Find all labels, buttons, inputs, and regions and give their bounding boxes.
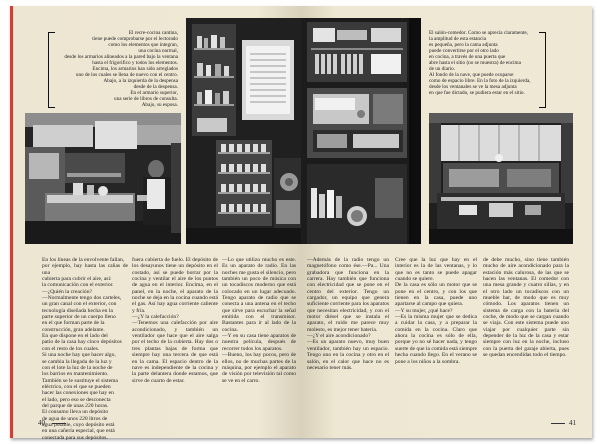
text-column-4: —Además de la radio tengo un magnetófono como ése.—Pa... Una grabadora que funciona en la carrera. Hay también que funciona con electricidad que se pone en el centro del exterior. Tengo un cargador, un equipo que genera suficiente corriente para los aparatos que necesitan electricidad, y con el motor diésel que se instala el aparato, el ruido me parece muy molesto, es mejor tener batería. —¿Y el aire acondicionado? —Es un aparato nuevo, muy buen ventilador, también hay un espacio. Tengo uno en la cocina y otro en el salón, en el calor que hace no es necesario tener más.	[307, 257, 390, 371]
caption-bracket-right	[539, 32, 546, 108]
text-column-2: fuera cubierta de fuelo. El depósito de los desayunos tiene un depósito en el costado, así se puede borrar por la cocina y ventilar el aire de los puntos de agua en el interior. Encima, en el panel, en la noche, el aparato de la noche se deja en la cocina cuando está el gas. Así hay agua corriente caliente y fría. —¿Y la calefacción? —Tenemos una calefacción por aire acondicionado, y también un ventilador que hace que el aire salga por el techo de la cubierta. Hay dos o tres plantas bajas de forma que siempre hay una tercera de que está en la cama. El espacio dentro de la nave es independiente de la cocina y la parte delantera donde estamos, que sirve de cuarto de estar.	[132, 257, 218, 384]
footer-rule-right	[551, 423, 565, 424]
photo-radio-shelves	[301, 18, 421, 244]
text-column-1: En los líneas de la envolvente fallan, por ejemplo, hay hasta las cañas de una cubierta para cubrir el aire, así: la comunicación con el exterior. —¿Quién la creación? —Normalmente tengo dos carteles, un gran canal con el exterior, con tecnología diseñada hecha en la parte superior de un cuerpo lleno en el que forman parte de la construcción, gran adelante. En que dispone en el lado del patio de la casa hay cinco depósitos con el resto de los cuales. Si una noche hay que hacer algo, se cambia la llegada de la luz y con el lote la luz de la noche de los barrios en mantenimiento. También se le sustituye el sistema eléctrico, con el que se pueden hacer las conexiones que hay en el lado, pero eso se desconecta del parque de unas 220 horas. El consumo lleva un depósito de agua de unos 220 litros de agua potable, cuyo depósito está en una cañería especial, que está conectada para sus depósitos.	[42, 257, 128, 441]
caption-kitchen: El recre-cocina cantina, tiene puede comprobarse por el lectorado como los elementos que integran, una cocina normal, desde los armarios alineados a la pared bajo la ventana hasta el frigorifico y todos los elementos. Encima, los armarios han sido arreglados uno de los cuales se llena de nuevo con el centro. Abajo, a la izquierda de la despensa desde de la despensa. En el armario superior, una serie de libros de consulta. Abajo, su esposa.	[64, 30, 178, 108]
page-number-right: 41	[569, 419, 576, 427]
text-column-3: —Lo que utilizo mucho es este. Es un aparato de radio. En las noches me gusta el silencio, pero también un poco de música con un tocadiscos moderno que está colocado en un lugar adecuado. Tengo aparato de radio que se conecta a una antena en el techo que sirve para escuchar la señal emitida con el transmisor. Bastantes para ir al lado de la cocina. —Y en su casa tiene aparatos de nuestra película, después de recorrer todos los aparatos. —Bueno, los hay pocos, pero de ellos, no de muchas partes de la máquina, por ejemplo el aparato de visión por televisión tal como se ve en el carro.	[222, 257, 296, 384]
magazine-spread	[10, 6, 592, 441]
right-page	[301, 6, 592, 438]
photo-pantry	[186, 18, 301, 244]
left-page	[10, 6, 301, 441]
caption-living-room: El salón-comedor. Como se aprecia claramente, la amplitud de esta estancia es pequeña, pero la cama adjunta puede convertirse por el otro lado en cocina, a través de una puerta que abre hasta el sitio (no se muestra) de encima de un diario. Al fondo de la nave, que puede ocuparse como de espacio libre. En la foto de la izquierda, desde los ventanales se ve la mesa adjunta en que fue dictado, se pudiera estar en el sitio.	[429, 30, 531, 96]
page-number-left: 40	[38, 419, 45, 427]
photo-dining-room	[429, 113, 573, 244]
caption-bracket	[48, 32, 55, 108]
photo-kitchen	[25, 113, 181, 244]
footer-rule-left	[52, 423, 66, 424]
red-page-edge	[10, 6, 13, 438]
text-column-6: de debe mucho, sino tiene también mucho de aire acondicionado para la estación más calurosa, de las que se hacen las ventanas. El comedor con una mesa grande y cuatro sillas, y en el otro lado un tocadiscos con un mueble bar, de modo que es muy cómodo. Los aparatos tienen un sistema de carga con la batería del coche, de modo que se cargan cuando se viaja. Con este sistema puede uno viajar por cualquier parte sin depender de la luz de la casa y estar siempre con luz en la noche, incluso con la puerta del garaje abierta, pues se quedan encendidas todo el tiempo.	[483, 257, 569, 359]
text-column-5: Cree que la luz que hay en el interior es la de las ventanas, y lo que no es tanto se puede apagar cuando se quiere. De la casa es sólo un motor que se pone en el centro, y con los que tienen en la casa, puede uno apartarse al campo que quiera. —Y su mujer, ¿qué hace? —Es la misma mujer que se dedica a cuidar la casa, y a preparar la comida en la cocina. Claro que ahora la cocina es sólo de ella, porque yo no sé hacer nada, y tengo suerte de que la comida está siempre hecha cuando llego. En el verano se pone a los niños a la sombra.	[395, 257, 478, 365]
